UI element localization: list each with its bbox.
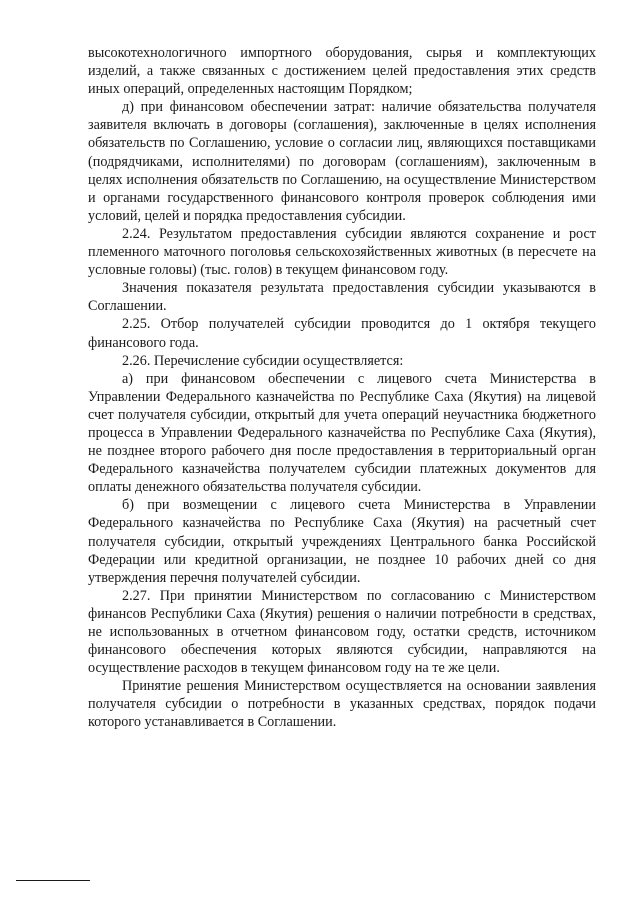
paragraph-item-b: б) при возмещении с лицевого счета Министерства в Управлении Федерального казначейства по Республике Саха (Якутия) на расчетный счет получателя субсидии, открытый учреждениях Центрального банка Российской Федерации или кредитной организации, не позднее 10 рабочих дней со дня утверждения перечня получателей субсидии.: [88, 497, 596, 586]
footer-divider: [16, 880, 90, 881]
paragraph-2-27: 2.27. При принятии Министерством по согласованию с Министерством финансов Республики Саха (Якутия) решения о наличии потребности в средствах, не использованных в отчетном финансовом году, остатки средств, источником финансового обеспечения которых являются субсидии, направляются на осуществление расходов в текущем финансовом году на те же цели.: [88, 587, 596, 677]
paragraph-continuation: высокотехнологичного импортного оборудования, сырья и комплектующих изделий, а также связанных с достижением целей предоставления этих средств иных операций, определенных настоящим Порядком;: [88, 45, 596, 98]
paragraph-item-a: а) при финансовом обеспечении с лицевого счета Министерства в Управлении Федерального казначейства по Республике Саха (Якутия) на лицевой счет получателя субсидии, открытый для учета операций неучастника бюджетного процесса в Управлении Федерального казначейства по Республике Саха (Якутия), не позднее второго рабочего дня после предоставления в территориальный орган Федерального казначейства получателем субсидии платежных документов для оплаты денежного обязательства получателя субсидии.: [88, 370, 596, 496]
paragraph-2-25: 2.25. Отбор получателей субсидии проводится до 1 октября текущего финансового года.: [88, 316, 596, 351]
paragraph-item-d: д) при финансовом обеспечении затрат: наличие обязательства получателя заявителя включать в договоры (соглашения), заключенные в целях исполнения обязательств по Соглашению, условие о согласии лиц, являющихся поставщиками (подрядчиками, исполнителями) по договорам (соглашениям), заключенным в целях исполнения обязательств по Соглашению, на осуществление Министерством и органами государственного финансового контроля проверок соблюдения ими условий, целей и порядка предоставления субсидии.: [88, 99, 596, 224]
paragraph-decision: Принятие решения Министерством осуществляется на основании заявления получателя субсидии о потребности в указанных средствах, порядок подачи которого устанавливается в Соглашении.: [88, 678, 596, 731]
paragraph-result-values: Значения показателя результата предоставления субсидии указываются в Соглашении.: [88, 280, 596, 315]
paragraph-2-24: 2.24. Результатом предоставления субсидии являются сохранение и рост племенного маточного поголовья сельскохозяйственных животных (в пересчете на условные головы) (тыс. голов) в текущем финансовом году.: [88, 225, 596, 279]
document-body: [88, 44, 596, 732]
paragraph-2-26: 2.26. Перечисление субсидии осуществляется:: [122, 352, 404, 369]
